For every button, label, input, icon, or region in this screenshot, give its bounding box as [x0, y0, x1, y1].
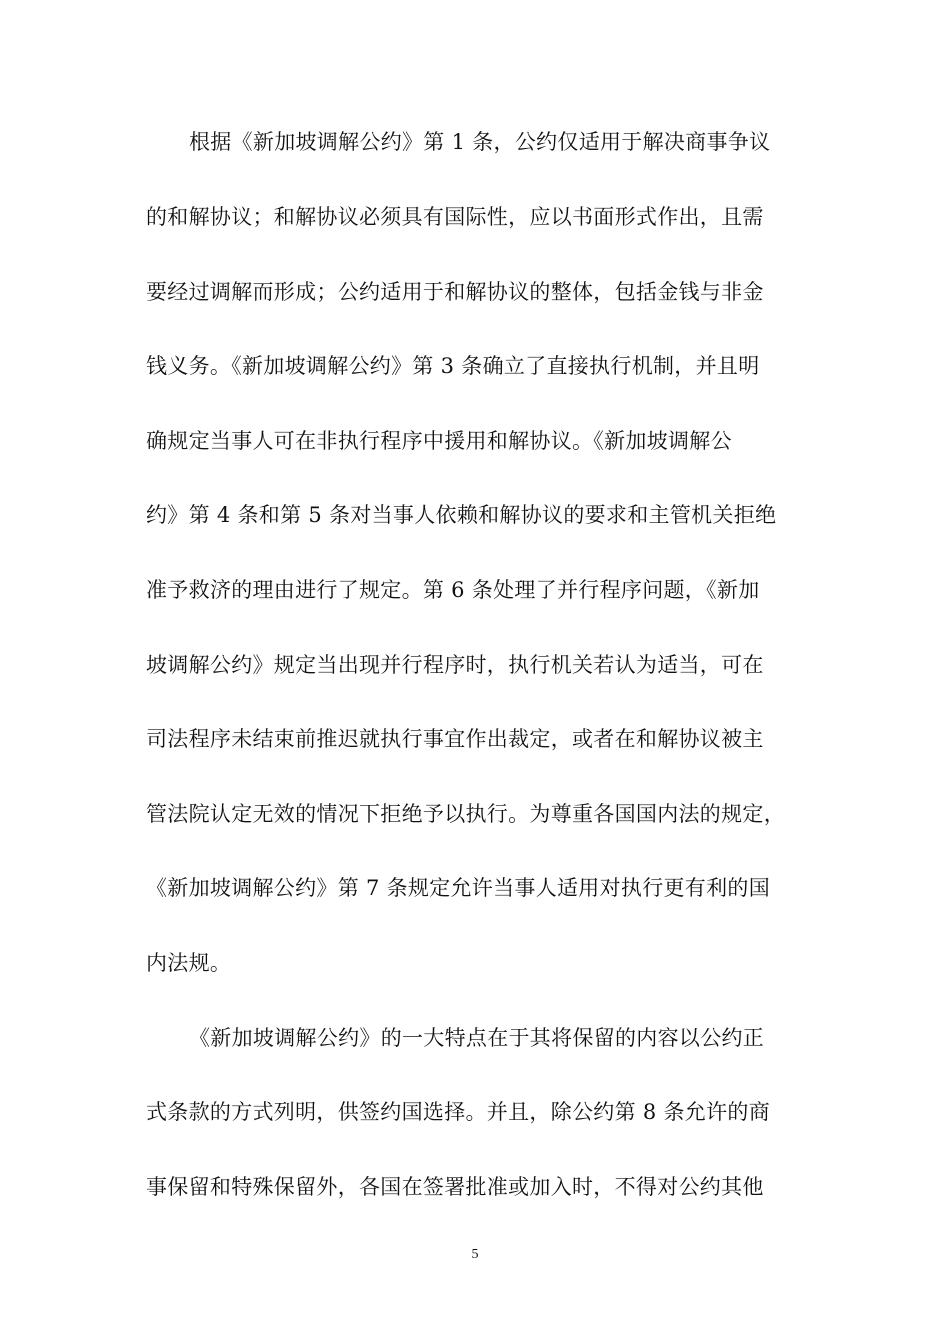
- paragraph-line: 《新加坡调解公约》的一大特点在于其将保留的内容以公约正: [189, 1026, 765, 1050]
- paragraph-line: 内法规。: [146, 951, 232, 975]
- paragraph-line: 式条款的方式列明，供签约国选择。并且，除公约第 8 条允许的商: [146, 1100, 771, 1124]
- paragraph-line: 坡调解公约》规定当出现并行程序时，执行机关若认为适当，可在: [146, 653, 764, 677]
- paragraph-line: 的和解协议；和解协议必须具有国际性，应以书面形式作出，且需: [146, 205, 764, 229]
- paragraph-line: 准予救济的理由进行了规定。第 6 条处理了并行程序问题，《新加: [146, 578, 760, 602]
- paragraph-line: 要经过调解而形成；公约适用于和解协议的整体，包括金钱与非金: [146, 280, 764, 304]
- paragraph-line: 事保留和特殊保留外，各国在签署批准或加入时，不得对公约其他: [146, 1175, 764, 1199]
- page-number: 5: [471, 1247, 479, 1262]
- paragraph-line: 约》第 4 条和第 5 条对当事人依赖和解协议的要求和主管机关拒绝: [146, 503, 777, 527]
- paragraph-line: 根据《新加坡调解公约》第 1 条，公约仅适用于解决商事争议: [189, 130, 771, 154]
- paragraph-line: 司法程序未结束前推迟就执行事宜作出裁定，或者在和解协议被主: [146, 727, 764, 751]
- paragraph-line: 《新加坡调解公约》第 7 条规定允许当事人适用对执行更有利的国: [146, 876, 771, 900]
- paragraph-line: 管法院认定无效的情况下拒绝予以执行。为尊重各国国内法的规定，: [146, 802, 785, 826]
- paragraph-line: 确规定当事人可在非执行程序中援用和解协议。《新加坡调解公: [146, 429, 732, 453]
- paragraph-line: 钱义务。《新加坡调解公约》第 3 条确立了直接执行机制，并且明: [146, 354, 760, 378]
